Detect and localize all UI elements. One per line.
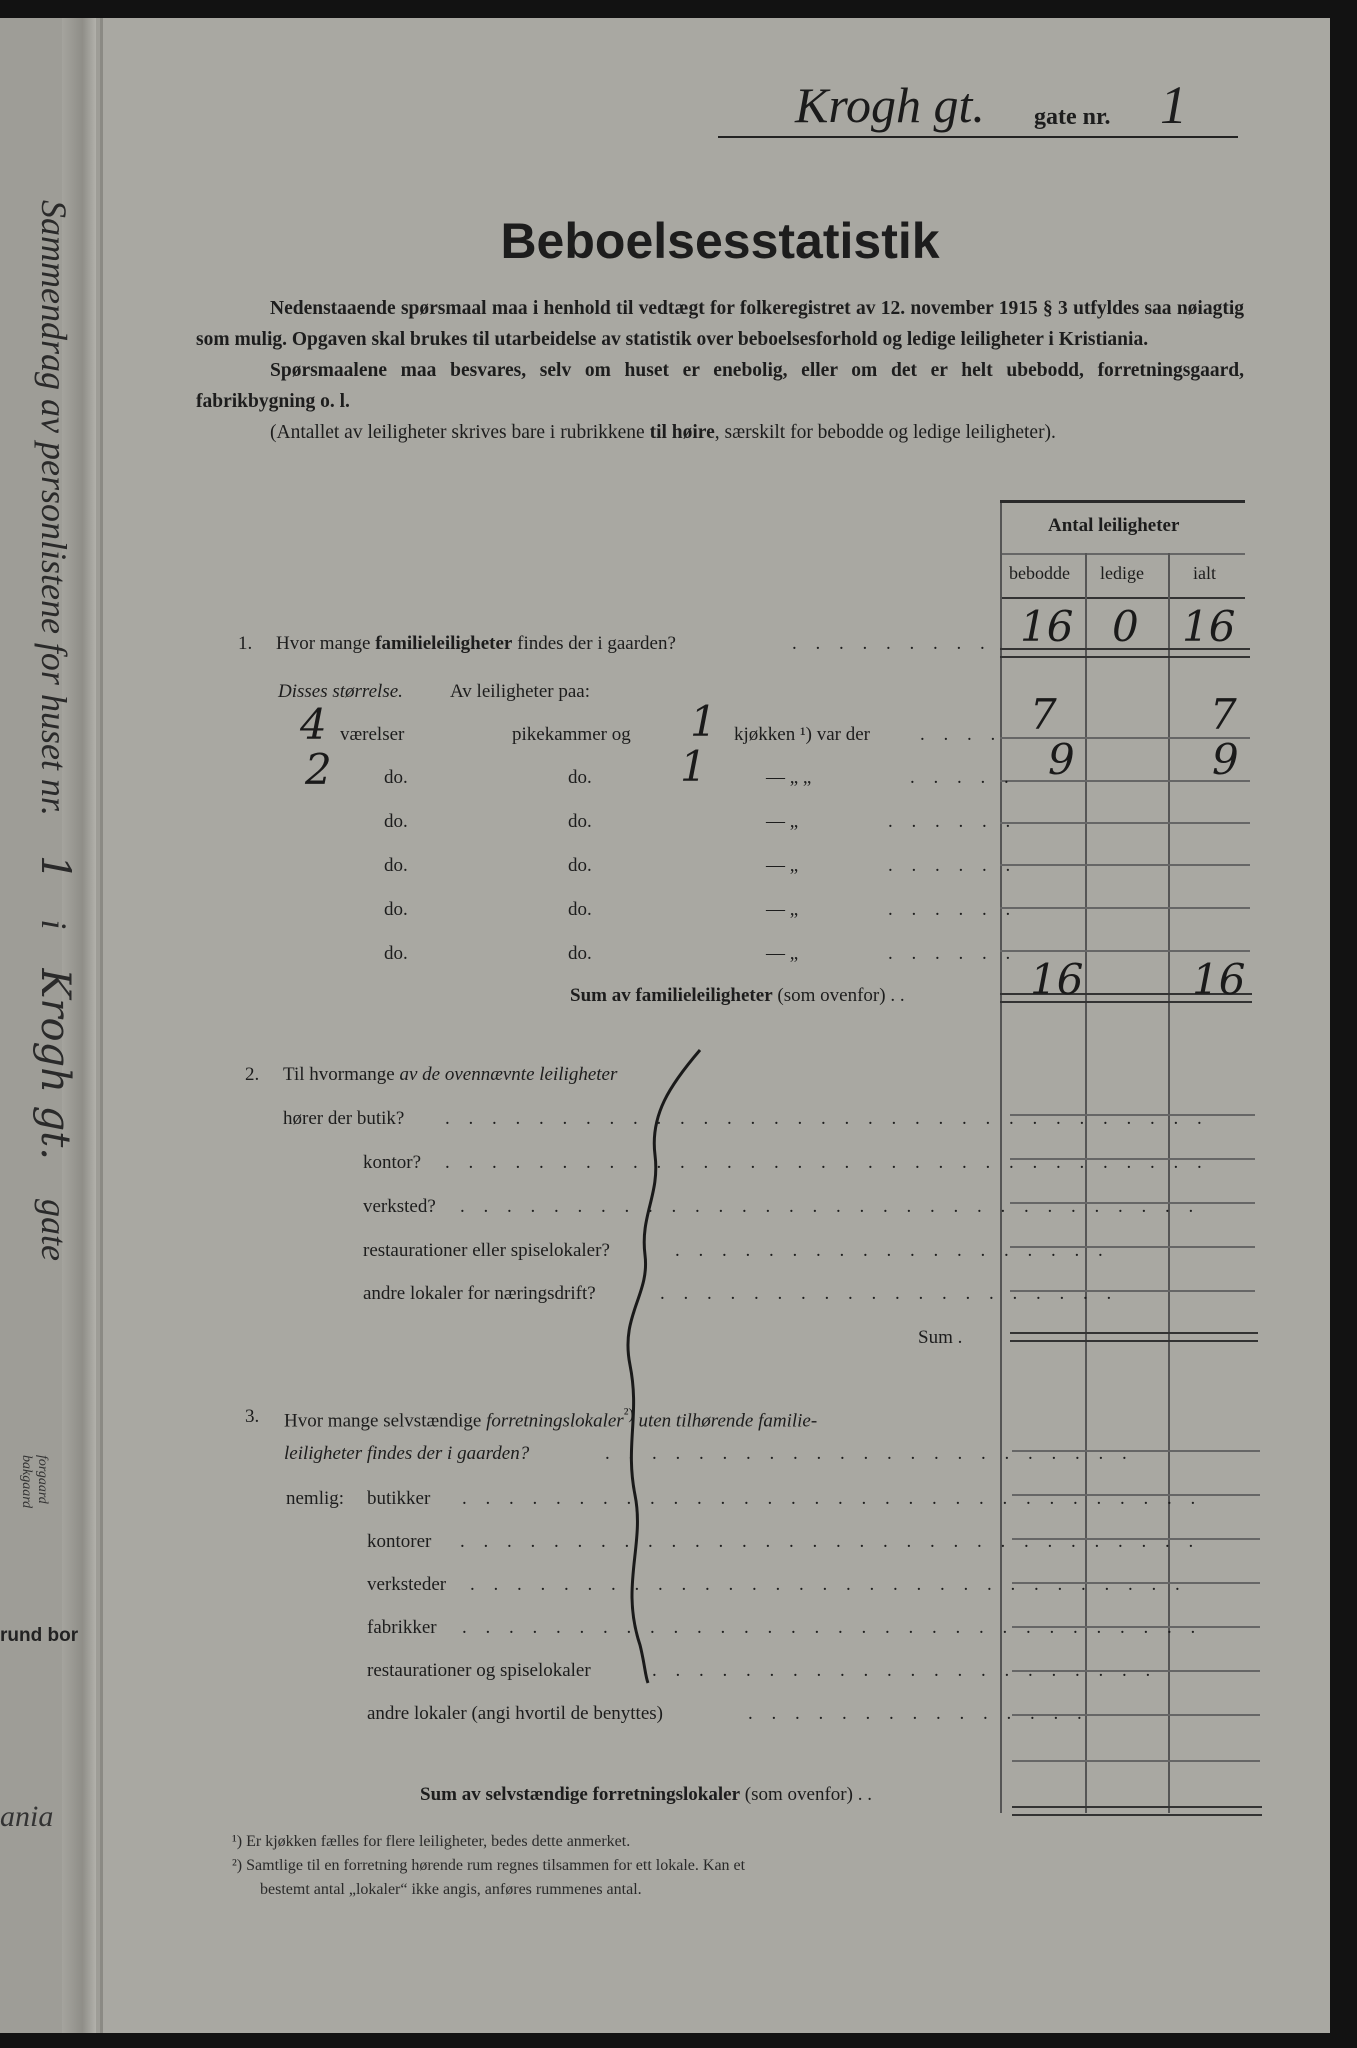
row2-dash-label: — „ „ xyxy=(766,767,812,788)
margin-gate-label: gate xyxy=(34,1199,74,1261)
q3-fabrikker-label: fabrikker xyxy=(367,1617,437,1638)
q2-kontor-label: kontor? xyxy=(363,1152,422,1173)
q1-sum-bebodde-value[interactable]: 16 xyxy=(1030,955,1084,1004)
q3-italic2: uten tilhørende familie- xyxy=(633,1410,818,1432)
street-handwritten: Krogh gt. xyxy=(795,77,985,133)
q3-sum-label: Sum av selvstændige forretningslokaler (som ovenfor) . . xyxy=(420,1784,872,1805)
leader-dots: . . . . . . . . . . . . . . . . . . . . . . . . . . . . . . . . . xyxy=(445,1108,1209,1129)
intro-text xyxy=(196,293,1244,448)
margin-house-number: 1 xyxy=(32,854,78,881)
q1-number: 1. xyxy=(238,633,253,654)
row5-do-label: do. xyxy=(384,899,408,920)
row5-do-label-2: do. xyxy=(568,899,592,920)
leader-dots: . . . . . . . . . . . . . . . . . . . . . . . . . . . . . . . . xyxy=(460,1196,1201,1217)
table-title: Antal leiligheter xyxy=(1048,515,1180,536)
leader-dots: . . . . . . . . . . . . . . . . . . . . . . . . . . . . . . . . xyxy=(462,1488,1203,1509)
row1-bebodde-value[interactable]: 7 xyxy=(1030,690,1057,739)
q2-butik-label: hører der butik? xyxy=(283,1108,405,1129)
row2-do-label: do. xyxy=(384,767,408,788)
margin-vertical-label xyxy=(18,200,78,1430)
row3-dash-label: — „ xyxy=(766,811,799,832)
leader-dots: . . . . . . . . . . . . . . . . . . . . . . xyxy=(652,1660,1158,1681)
margin-edge-handwriting: ania xyxy=(0,1800,54,1833)
intro-paragraph-3 xyxy=(196,417,1244,448)
q3-butikker-label: butikker xyxy=(367,1488,431,1509)
q2-question xyxy=(283,1064,617,1086)
q1-ledige-value[interactable]: 0 xyxy=(1112,602,1139,651)
intro-p3-bold: til høire xyxy=(649,422,715,443)
leader-dots: . . . . . . xyxy=(888,943,1018,964)
margin-street-handwritten: Krogh gt. xyxy=(32,968,78,1160)
leader-dots: . . . . xyxy=(920,724,1003,745)
row2-rooms-value[interactable]: 2 xyxy=(305,745,332,794)
leader-dots: . . . . . . xyxy=(888,811,1018,832)
row5-dash-label: — „ xyxy=(766,899,799,920)
margin-forgaard-bakgaard xyxy=(18,1455,50,1508)
row1-rooms-value[interactable]: 4 xyxy=(300,700,327,749)
q3-pre: Hvor mange selvstændige xyxy=(284,1410,487,1432)
footnote-2b: bestemt antal „lokaler“ ikke angis, anføres rummenes antal. xyxy=(260,1881,642,1898)
col-ialt: ialt xyxy=(1193,563,1216,583)
q3-nemlig-label: nemlig: xyxy=(286,1488,345,1509)
q1-sum-post: (som ovenfor) xyxy=(772,985,886,1006)
leader-dots: . . . . . . . . . . . . . . . . . . . . . . . . . . . . . . . xyxy=(470,1574,1187,1595)
gate-number-handwritten: 1 xyxy=(1160,75,1187,135)
q2-andre-lokaler-label: andre lokaler for næringsdrift? xyxy=(363,1283,596,1304)
margin-summary-label: Sammendrag av personlistene for huset nr. xyxy=(34,200,74,816)
row1-pikekammer-label: pikekammer og xyxy=(512,724,631,745)
q3-sup: ²) xyxy=(623,1406,634,1423)
intro-p3-pre: (Antallet av leiligheter skrives bare i rubrikkene xyxy=(270,422,650,443)
footnote-2a: ²) Samtlige til en forretning hørende rum regnes tilsammen for ett lokale. Kan et xyxy=(232,1857,746,1874)
q2-italic: av de ovennævnte leiligheter xyxy=(399,1064,618,1085)
leader-dots: . . . . . . . . . . . . . . . . . . . . . . . xyxy=(605,1443,1134,1464)
row1-kitchen-value[interactable]: 1 xyxy=(690,697,717,746)
q3-verksteder-label: verksteder xyxy=(367,1574,447,1595)
table-top-rule xyxy=(1000,500,1245,503)
leader-dots: . . . . . . . . . . . . . . . . . . . . . . . . . . . . . . . . xyxy=(462,1617,1203,1638)
q3-question xyxy=(284,1406,817,1432)
row3-do-label: do. xyxy=(384,811,408,832)
row2-do-label-2: do. xyxy=(568,767,592,788)
q1-question xyxy=(276,633,676,655)
q3-kontorer-label: kontorer xyxy=(367,1531,432,1552)
footnotes xyxy=(232,1830,745,1902)
q3-andre-lokaler-label: andre lokaler (angi hvortil de benyttes) xyxy=(367,1703,663,1724)
row2-kitchen-value[interactable]: 1 xyxy=(680,742,707,791)
footnote-1: ¹) Er kjøkken fælles for flere leiligheter, bedes dette anmerket. xyxy=(232,1833,631,1850)
q3-sum-post: (som ovenfor) xyxy=(740,1784,853,1805)
q1-post: findes der i gaarden? xyxy=(512,633,676,654)
leader-dots: . . . . . . . . . xyxy=(792,633,992,654)
row-rule xyxy=(1000,907,1250,909)
margin-i-label: i xyxy=(34,919,74,930)
leader-dots: . . . . . . xyxy=(888,899,1018,920)
forgaard-label: forgaard xyxy=(35,1455,50,1504)
row1-kjokken-label: kjøkken ¹) var der xyxy=(734,724,871,745)
row6-do-label: do. xyxy=(384,943,408,964)
leader-dots: . . . . . . xyxy=(888,855,1018,876)
q1-sum-ialt-value[interactable]: 16 xyxy=(1192,955,1246,1004)
q2-sum-rule xyxy=(1010,1332,1258,1342)
row-rule xyxy=(1000,864,1250,866)
disses-storrelse-label: Disses størrelse. xyxy=(278,681,403,702)
q1-ialt-value[interactable]: 16 xyxy=(1182,602,1236,651)
q2-verksted-label: verksted? xyxy=(363,1196,436,1217)
row4-do-label-2: do. xyxy=(568,855,592,876)
bakgaard-label: bakgaard xyxy=(19,1455,34,1509)
row-rule xyxy=(1012,1760,1260,1762)
leader-dots: . . . . . . . . . . . . . . . . . . . . . . . . . . . . . . . . . xyxy=(445,1152,1209,1173)
q2-restaurationer-label: restaurationer eller spiselokaler? xyxy=(363,1240,610,1261)
q1-pre: Hvor mange xyxy=(276,633,376,654)
q1-sum-bold: Sum av familieleiligheter xyxy=(570,985,773,1006)
q3-italic1: forretningslokaler xyxy=(486,1410,624,1432)
row-rule xyxy=(1000,950,1250,952)
leader-dots: . . . . . . . . . . . . . . . xyxy=(748,1703,1089,1724)
q1-bold: familieleiligheter xyxy=(375,633,513,654)
intro-p3-post: , særskilt for bebodde og ledige leiligheter). xyxy=(714,422,1056,443)
q3-restaurationer-label: restaurationer og spiselokaler xyxy=(367,1660,591,1681)
row4-dash-label: — „ xyxy=(766,855,799,876)
intro-paragraph-2: Spørsmaalene maa besvares, selv om huset er enebolig, eller om det er helt ubebodd, forretningsgaard, fabrikbygning o. l. xyxy=(196,360,1244,412)
q3-number: 3. xyxy=(245,1406,260,1427)
leader-dots: . . . . . xyxy=(910,767,1016,788)
col-ledige: ledige xyxy=(1100,563,1144,583)
row-rule xyxy=(1000,822,1250,824)
q2-sum-label: Sum . xyxy=(918,1327,963,1348)
row6-dash-label: — „ xyxy=(766,943,799,964)
row1-vaerelser-label: værelser xyxy=(340,724,405,745)
q1-sum-label: Sum av familieleiligheter (som ovenfor) . . xyxy=(570,985,905,1006)
row1-ialt-value[interactable]: 7 xyxy=(1210,690,1237,739)
margin-rund-bor: rund bor xyxy=(0,1625,79,1646)
leader-dots: . . . . . . . . . . . . . . . . . . . . xyxy=(660,1283,1119,1304)
q1-bebodde-value[interactable]: 16 xyxy=(1020,602,1074,651)
q2-number: 2. xyxy=(245,1064,260,1085)
q3-sum-bold: Sum av selvstændige forretningslokaler xyxy=(420,1784,741,1805)
table-subheader-rule xyxy=(1000,597,1245,599)
row4-do-label: do. xyxy=(384,855,408,876)
table-header-rule xyxy=(1000,553,1245,555)
gate-nr-label: gate nr. xyxy=(1034,104,1111,130)
leader-dots: . . . . . . . . . . . . . . . . . . . xyxy=(675,1240,1110,1261)
q3-question-line2: leiligheter findes der i gaarden? xyxy=(284,1443,530,1464)
leader-dots: . . . . . . . . . . . . . . . . . . . . . . . . . . . . . . . . xyxy=(460,1531,1201,1552)
av-leiligheter-label: Av leiligheter paa: xyxy=(450,681,590,702)
handwritten-wavy-stroke xyxy=(610,1045,720,1685)
row6-do-label-2: do. xyxy=(568,943,592,964)
q2-sum-text: Sum xyxy=(918,1327,953,1348)
q3-sum-rule xyxy=(1012,1806,1262,1816)
row2-ialt-value[interactable]: 9 xyxy=(1212,735,1239,784)
page-title: Beboelsesstatistik xyxy=(500,213,940,269)
row2-bebodde-value[interactable]: 9 xyxy=(1048,735,1075,784)
col-bebodde: bebodde xyxy=(1009,563,1070,583)
row3-do-label-2: do. xyxy=(568,811,592,832)
intro-paragraph-1: Nedenstaaende spørsmaal maa i henhold til vedtægt for folkeregistret av 12. november 1915 § 3 utfyldes saa nøiagtig som mulig. Opgaven skal brukes til utarbeidelse av statistik over beboelsesforhold og ledige leiligheter i Kristiania. xyxy=(196,298,1244,350)
q2-pre: Til hvormange xyxy=(283,1064,400,1085)
